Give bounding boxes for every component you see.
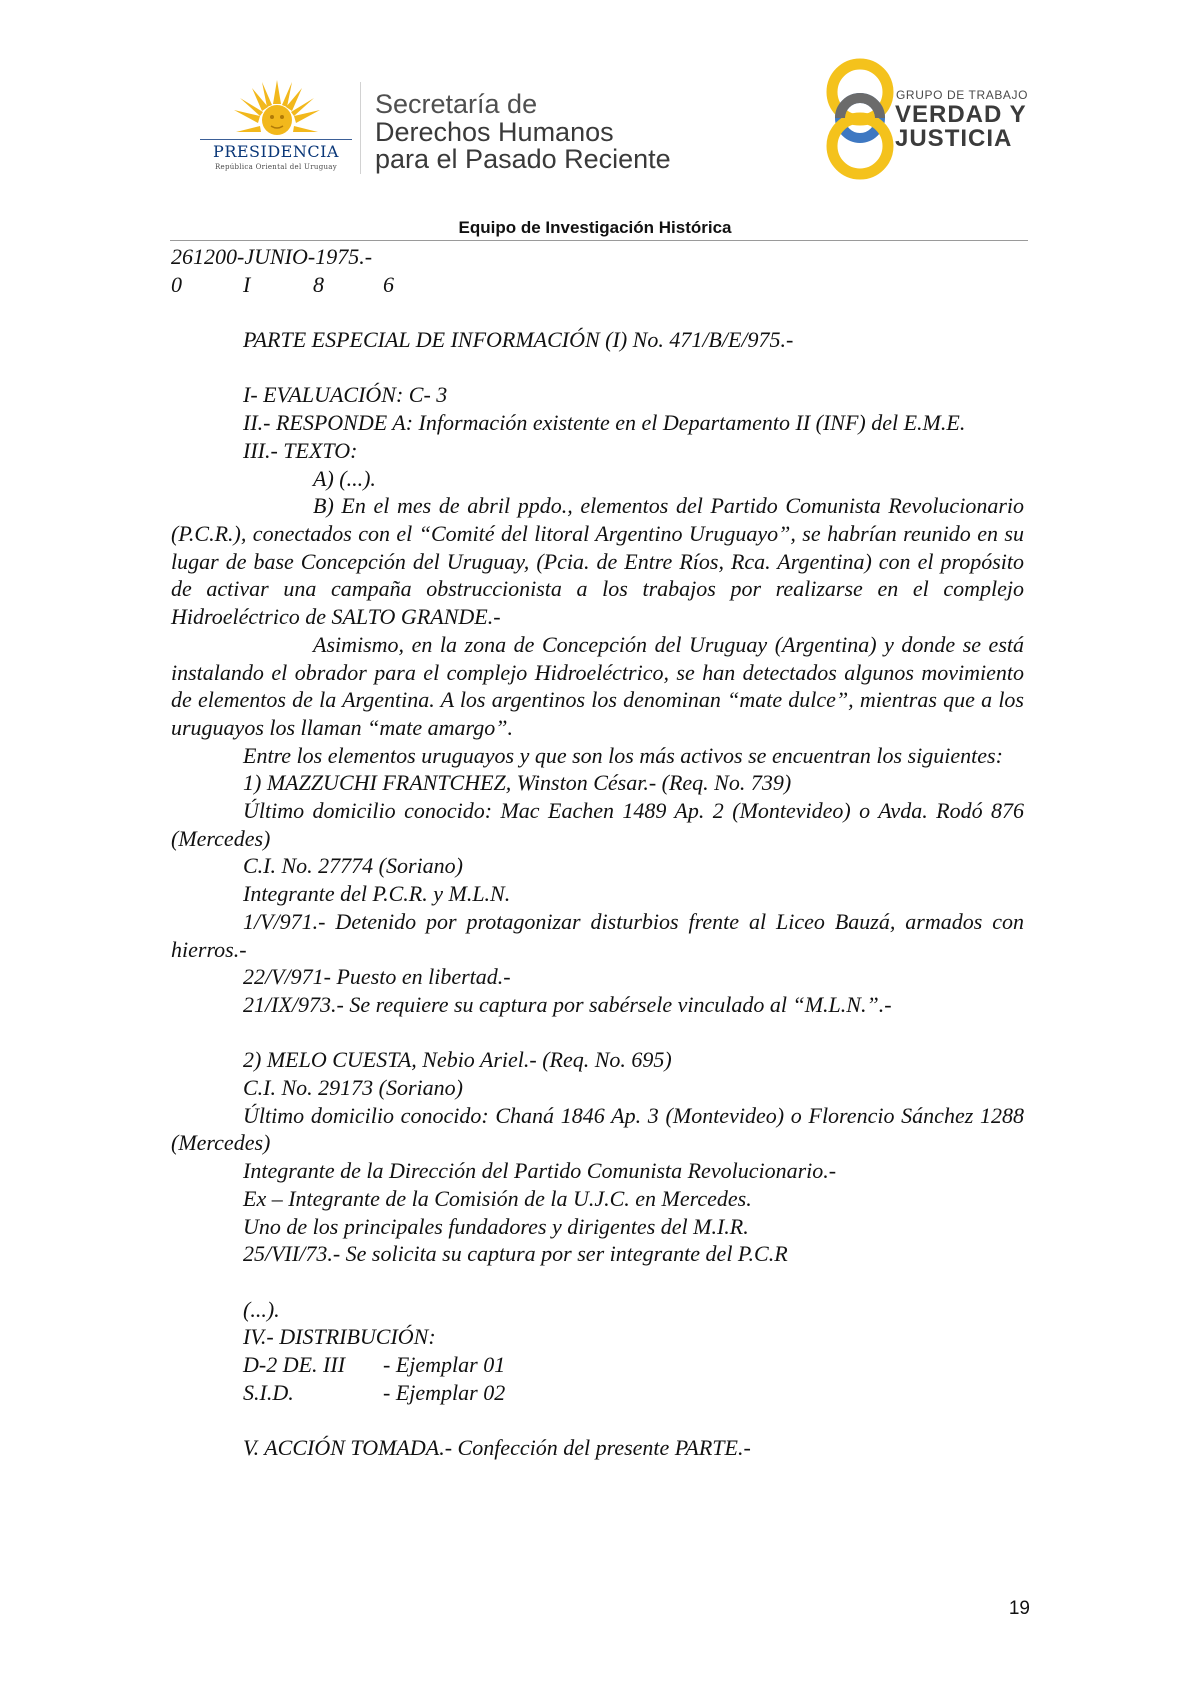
distribution-destination: D-2 DE. III xyxy=(243,1352,346,1378)
distribucion-heading: IV.- DISTRIBUCIÓN: xyxy=(243,1324,436,1350)
grupo-de-trabajo-label: GRUPO DE TRABAJO xyxy=(896,88,1029,102)
asimismo-paragraph: Asimismo, en la zona de Concepción del Uruguay (Argentina) y donde se está instalando el obrador para el complejo Hidroeléctrico, se han detectados algunos movimiento de elementos de la Argentina. A los argentinos los denominan “mate dulce”, mientras que a los uruguayos los llaman “mate amargo”. xyxy=(171,631,1024,740)
evaluacion: I- EVALUACIÓN: C- 3 xyxy=(243,382,448,408)
presidencia-subtitle: República Oriental del Uruguay xyxy=(214,163,338,171)
person-1-ci: C.I. No. 27774 (Soriano) xyxy=(243,853,463,879)
entre-paragraph: Entre los elementos uruguayos y que son los más activos se encuentran los siguientes: xyxy=(243,742,1003,768)
section-b: B) En el mes de abril ppdo., elementos del Partido Comunista Revolucionario (P.C.R.), conectados con el “Comité del litoral Argentino Uruguayo”, se habrían reunido en su lugar de base Concepción del Uruguay, (Pcia. de Entre Ríos, Rca. Argentina) con el propósito de activar una campaña obstruccionista a los trabajos por realizarse en el complejo Hidroeléctrico de SALTO GRANDE.- xyxy=(171,493,1024,630)
person-1-affiliation: Integrante del P.C.R. y M.L.N. xyxy=(243,881,511,907)
ellipsis: (...). xyxy=(243,1296,280,1322)
secretaria-line-2: Derechos Humanos xyxy=(375,117,614,147)
code-cell: 6 xyxy=(383,271,394,297)
person-2-domicile: Último domicilio conocido: Chaná 1846 Ap. 3 (Montevideo) o Florencio Sánchez 1288 (Mercedes) xyxy=(171,1102,1024,1156)
responde: II.- RESPONDE A: Información existente en el Departamento II (INF) del E.M.E. xyxy=(243,410,966,436)
distribution-row xyxy=(171,1351,1024,1379)
code-cell: 0 xyxy=(171,271,182,297)
presidencia-name: PRESIDENCIA xyxy=(213,142,339,161)
document-body xyxy=(171,243,1024,1462)
page-header xyxy=(0,0,1190,237)
code-cell: I xyxy=(243,271,251,297)
person-1-domicile: Último domicilio conocido: Mac Eachen 1489 Ap. 2 (Montevideo) o Avda. Rodó 876 (Mercedes) xyxy=(171,798,1024,851)
justicia-label: JUSTICIA xyxy=(895,125,1013,152)
section-a: A) (...). xyxy=(313,465,376,491)
code-row xyxy=(171,271,1024,299)
accion-tomada: V. ACCIÓN TOMADA.- Confección del presente PARTE.- xyxy=(243,1435,751,1461)
person-1-event: 22/V/971- Puesto en libertad.- xyxy=(243,964,511,990)
presidencia-rule xyxy=(200,139,352,140)
person-1-event: 21/IX/973.- Se requiere su captura por sabérsele vinculado al “M.L.N.”.- xyxy=(243,991,892,1017)
person-1-event: 1/V/971.- Detenido por protagonizar disturbios frente al Liceo Bauzá, armados con hierros.- xyxy=(171,908,1024,962)
team-title: Equipo de Investigación Histórica xyxy=(458,218,732,237)
dateline: 261200-JUNIO-1975.- xyxy=(171,244,373,269)
person-2-ci: C.I. No. 29173 (Soriano) xyxy=(243,1075,463,1101)
verdad-justicia-logo xyxy=(820,56,900,180)
person-2-event: Ex – Integrante de la Comisión de la U.J.C. en Mercedes. xyxy=(243,1185,752,1211)
distribution-destination: S.I.D. xyxy=(243,1379,294,1405)
distribution-copy: - Ejemplar 01 xyxy=(383,1352,506,1378)
page-number: 19 xyxy=(1008,1598,1030,1619)
header-separator xyxy=(360,82,361,174)
person-1-name: 1) MAZZUCHI FRANTCHEZ, Winston César.- (Req. No. 739) xyxy=(243,770,792,796)
distribution-row xyxy=(171,1379,1024,1407)
secretaria-line-3: para el Pasado Reciente xyxy=(375,144,671,174)
person-2-name: 2) MELO CUESTA, Nebio Ariel.- (Req. No. 695) xyxy=(243,1047,672,1073)
person-2-event: Integrante de la Dirección del Partido Comunista Revolucionario.- xyxy=(243,1158,837,1184)
texto-heading: III.- TEXTO: xyxy=(243,437,358,463)
header-rule xyxy=(170,240,1028,241)
verdad-label: VERDAD Y xyxy=(895,101,1027,128)
person-2-event: 25/VII/73.- Se solicita su captura por ser integrante del P.C.R xyxy=(243,1241,788,1267)
code-cell: 8 xyxy=(313,271,324,297)
report-title: PARTE ESPECIAL DE INFORMACIÓN (I) No. 471/B/E/975.- xyxy=(243,327,794,353)
secretaria-line-1: Secretaría de xyxy=(375,89,538,119)
person-2-event: Uno de los principales fundadores y dirigentes del M.I.R. xyxy=(243,1213,749,1239)
distribution-copy: - Ejemplar 02 xyxy=(383,1379,506,1405)
